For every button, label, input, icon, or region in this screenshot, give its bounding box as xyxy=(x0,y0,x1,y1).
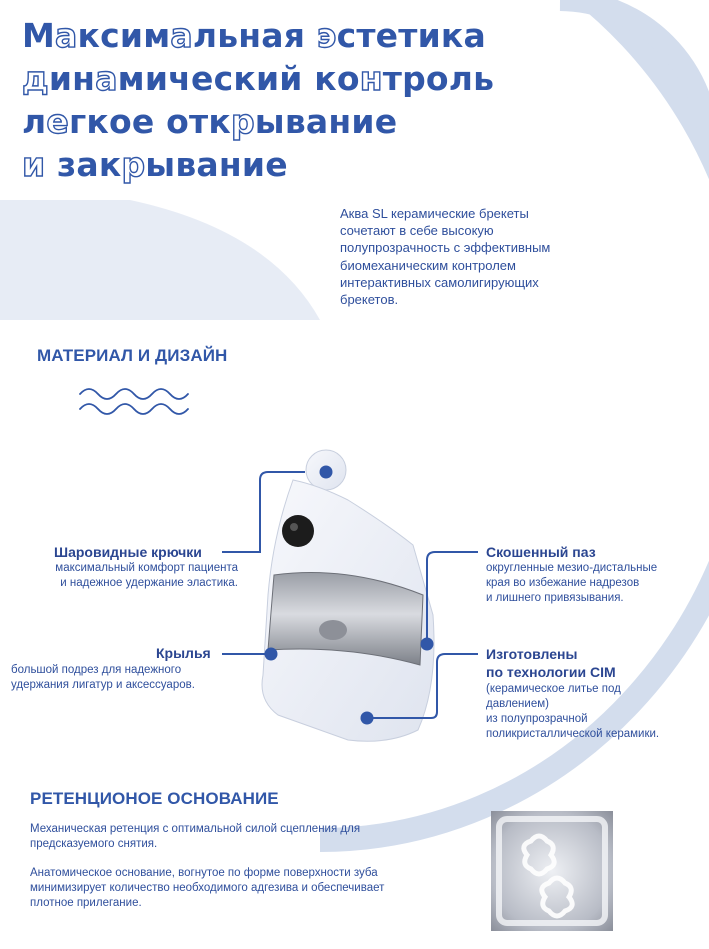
material-design-title: МАТЕРИАЛ И ДИЗАЙН xyxy=(37,346,228,365)
feature-cim-title: Изготовлены по технологии CIM xyxy=(486,646,616,680)
callout-dot-icon xyxy=(320,466,333,479)
feature-wings-title: Крылья xyxy=(156,645,211,661)
headline-line-4: и закрывание xyxy=(22,145,288,184)
callout-dot-icon xyxy=(421,638,434,651)
feature-slot-desc: округленные мезио-дистальные края во избежание надрезов и лишнего привязывания. xyxy=(486,562,658,604)
feature-cim-desc: (керамическое литье под давлением) из полупрозрачной поликристаллической керамики. xyxy=(486,683,660,740)
retention-paragraph-2: Анатомическое основание, вогнутое по форме поверхности зуба минимизирует количество необходимого адгезива и обеспечивает плотное прилегание. xyxy=(30,867,385,909)
feature-hooks-desc: максимальный комфорт пациента и надежное удержание эластика. xyxy=(55,562,238,589)
retention-paragraph-1: Механическая ретенция с оптимальной силой сцепления для предсказуемого снятия. xyxy=(30,823,361,850)
callout-dot-icon xyxy=(265,648,278,661)
feature-slot-title: Скошенный паз xyxy=(486,544,596,560)
intro-text: Аква SL керамические брекеты сочетают в себе высокую полупрозрачность с эффективным биомеханическим контролем интерактивных самолигирующих брекетов. xyxy=(340,206,551,308)
headline-line-3: легкое открывание xyxy=(22,102,398,141)
headline-line-1: Максимальная эстетика xyxy=(22,16,486,55)
retention-base-title: РЕТЕНЦИОНОЕ ОСНОВАНИЕ xyxy=(30,789,279,808)
callout-dot-icon xyxy=(361,712,374,725)
retention-base-photo xyxy=(491,811,613,931)
headline-line-2: динамический контроль xyxy=(22,59,495,98)
feature-wings-desc: большой подрез для надежного удержания лигатур и аксессуаров. xyxy=(11,664,195,691)
feature-hooks-title: Шаровидные крючки xyxy=(54,544,202,560)
